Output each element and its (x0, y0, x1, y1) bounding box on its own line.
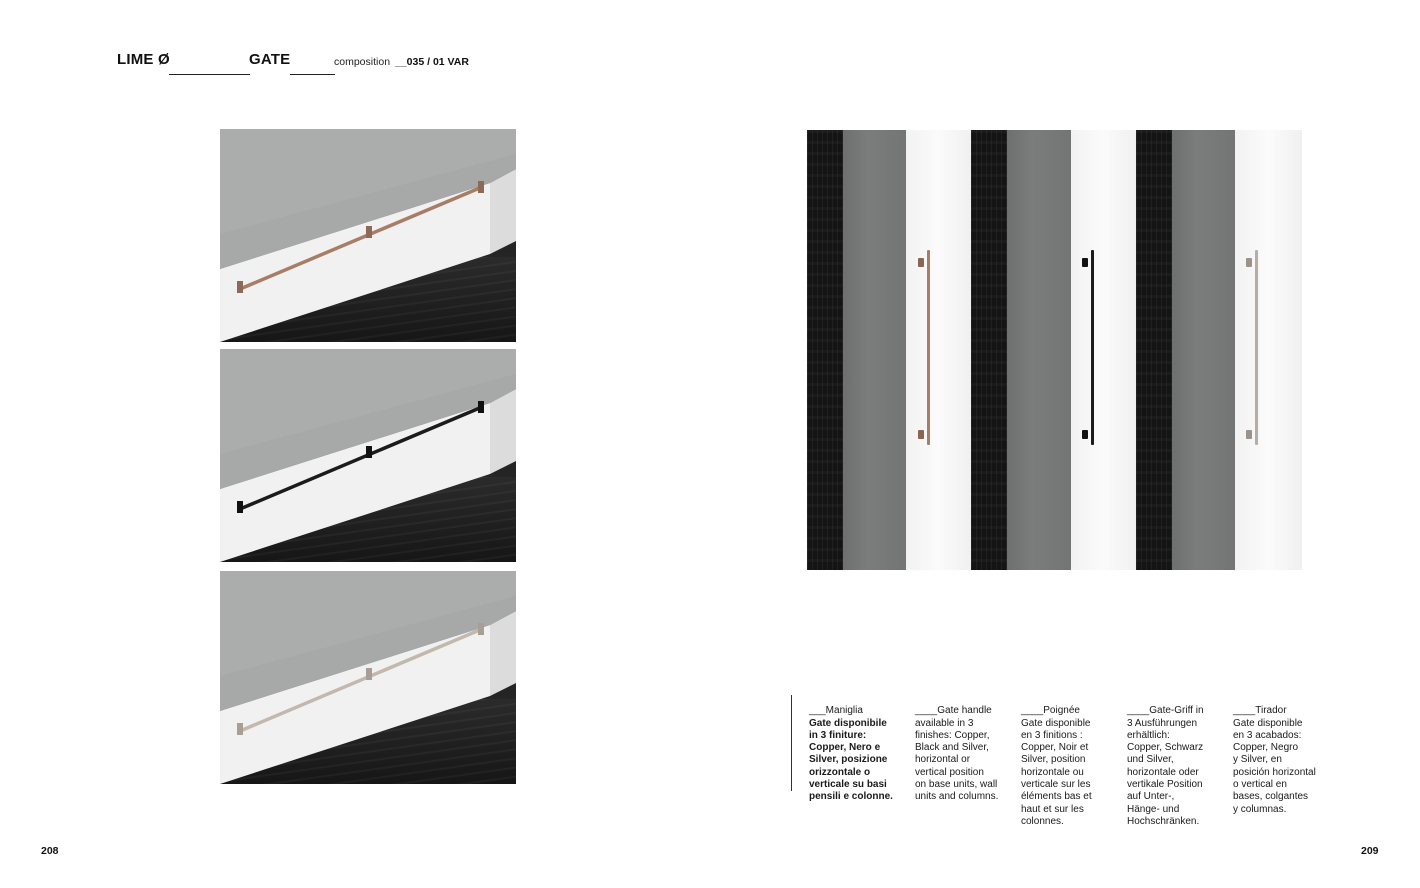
page-number-left: 208 (41, 845, 59, 857)
caption-head: ____Gate handle (915, 705, 992, 717)
doors-photo (807, 130, 1302, 570)
handle-post (366, 226, 372, 238)
drawer-photo-silver (220, 571, 516, 784)
handle-post (366, 668, 372, 680)
drawer-photo-copper (220, 129, 516, 342)
handle-black-foot (1082, 430, 1088, 439)
handle-black-foot (1082, 258, 1088, 267)
caption-body: available in 3 finishes: Copper, Black and Silver, horizontal or vertical position on base units, wall units and columns. (915, 717, 999, 803)
caption-head: ____Tirador (1233, 705, 1287, 717)
composition-label: composition (334, 56, 391, 68)
door-grey (1172, 130, 1235, 570)
handle-post (478, 181, 484, 193)
caption-body: Gate disponibile in 3 finiture: Copper, Nero e Silver, posizione orizzontale o verticale su basi pensili e colonne. (809, 717, 893, 803)
door-wood (807, 130, 843, 570)
handle-post (237, 723, 243, 735)
handle-post (237, 281, 243, 293)
handle-silver (1255, 250, 1258, 445)
page-number-right: 209 (1361, 845, 1379, 857)
drawer-silver-svg (220, 571, 516, 784)
caption-french (1021, 693, 1121, 828)
caption-body: Gate disponible en 3 finitions : Copper, Noir et Silver, position horizontale ou verticale sur les éléments bas et haut et sur les colonnes. (1021, 717, 1092, 827)
handle-silver-foot (1246, 430, 1252, 439)
handle-copper (927, 250, 930, 445)
caption-german (1127, 693, 1227, 828)
handle-post (366, 446, 372, 458)
caption-italian (809, 693, 909, 804)
caption-english (915, 693, 1015, 804)
brand-gate: GATE (249, 51, 291, 68)
header-rule-1 (169, 74, 250, 75)
caption-body: 3 Ausführungen erhältlich: Copper, Schwarz und Silver, horizontale oder vertikale Position auf Unter-, Hänge- und Hochschränken. (1127, 717, 1204, 827)
handle-copper-foot (918, 430, 924, 439)
caption-head: ___Maniglia (809, 705, 863, 717)
door-grey (843, 130, 906, 570)
door-grey (1007, 130, 1071, 570)
caption-head: ____Poignée (1021, 705, 1080, 717)
door-wood (1136, 130, 1172, 570)
door-white (1235, 130, 1302, 570)
caption-head: ____Gate-Griff in (1127, 705, 1204, 717)
handle-post (478, 623, 484, 635)
drawer-photo-black (220, 349, 516, 562)
handle-black (1091, 250, 1094, 445)
handle-post (478, 401, 484, 413)
caption-rule (791, 695, 792, 791)
door-white (1071, 130, 1136, 570)
drawer-copper-svg (220, 129, 516, 342)
header-rule-2 (290, 74, 335, 75)
composition-code: __035 / 01 VAR (395, 56, 469, 68)
handle-silver-foot (1246, 258, 1252, 267)
brand-lime: LIME Ø (117, 51, 170, 68)
caption-body: Gate disponible en 3 acabados: Copper, Negro y Silver, en posición horizontal o vertical en bases, colgantes y columnas. (1233, 717, 1316, 815)
caption-spanish (1233, 693, 1337, 816)
handle-copper-foot (918, 258, 924, 267)
door-white (906, 130, 971, 570)
drawer-black-svg (220, 349, 516, 562)
door-wood (971, 130, 1007, 570)
handle-post (237, 501, 243, 513)
